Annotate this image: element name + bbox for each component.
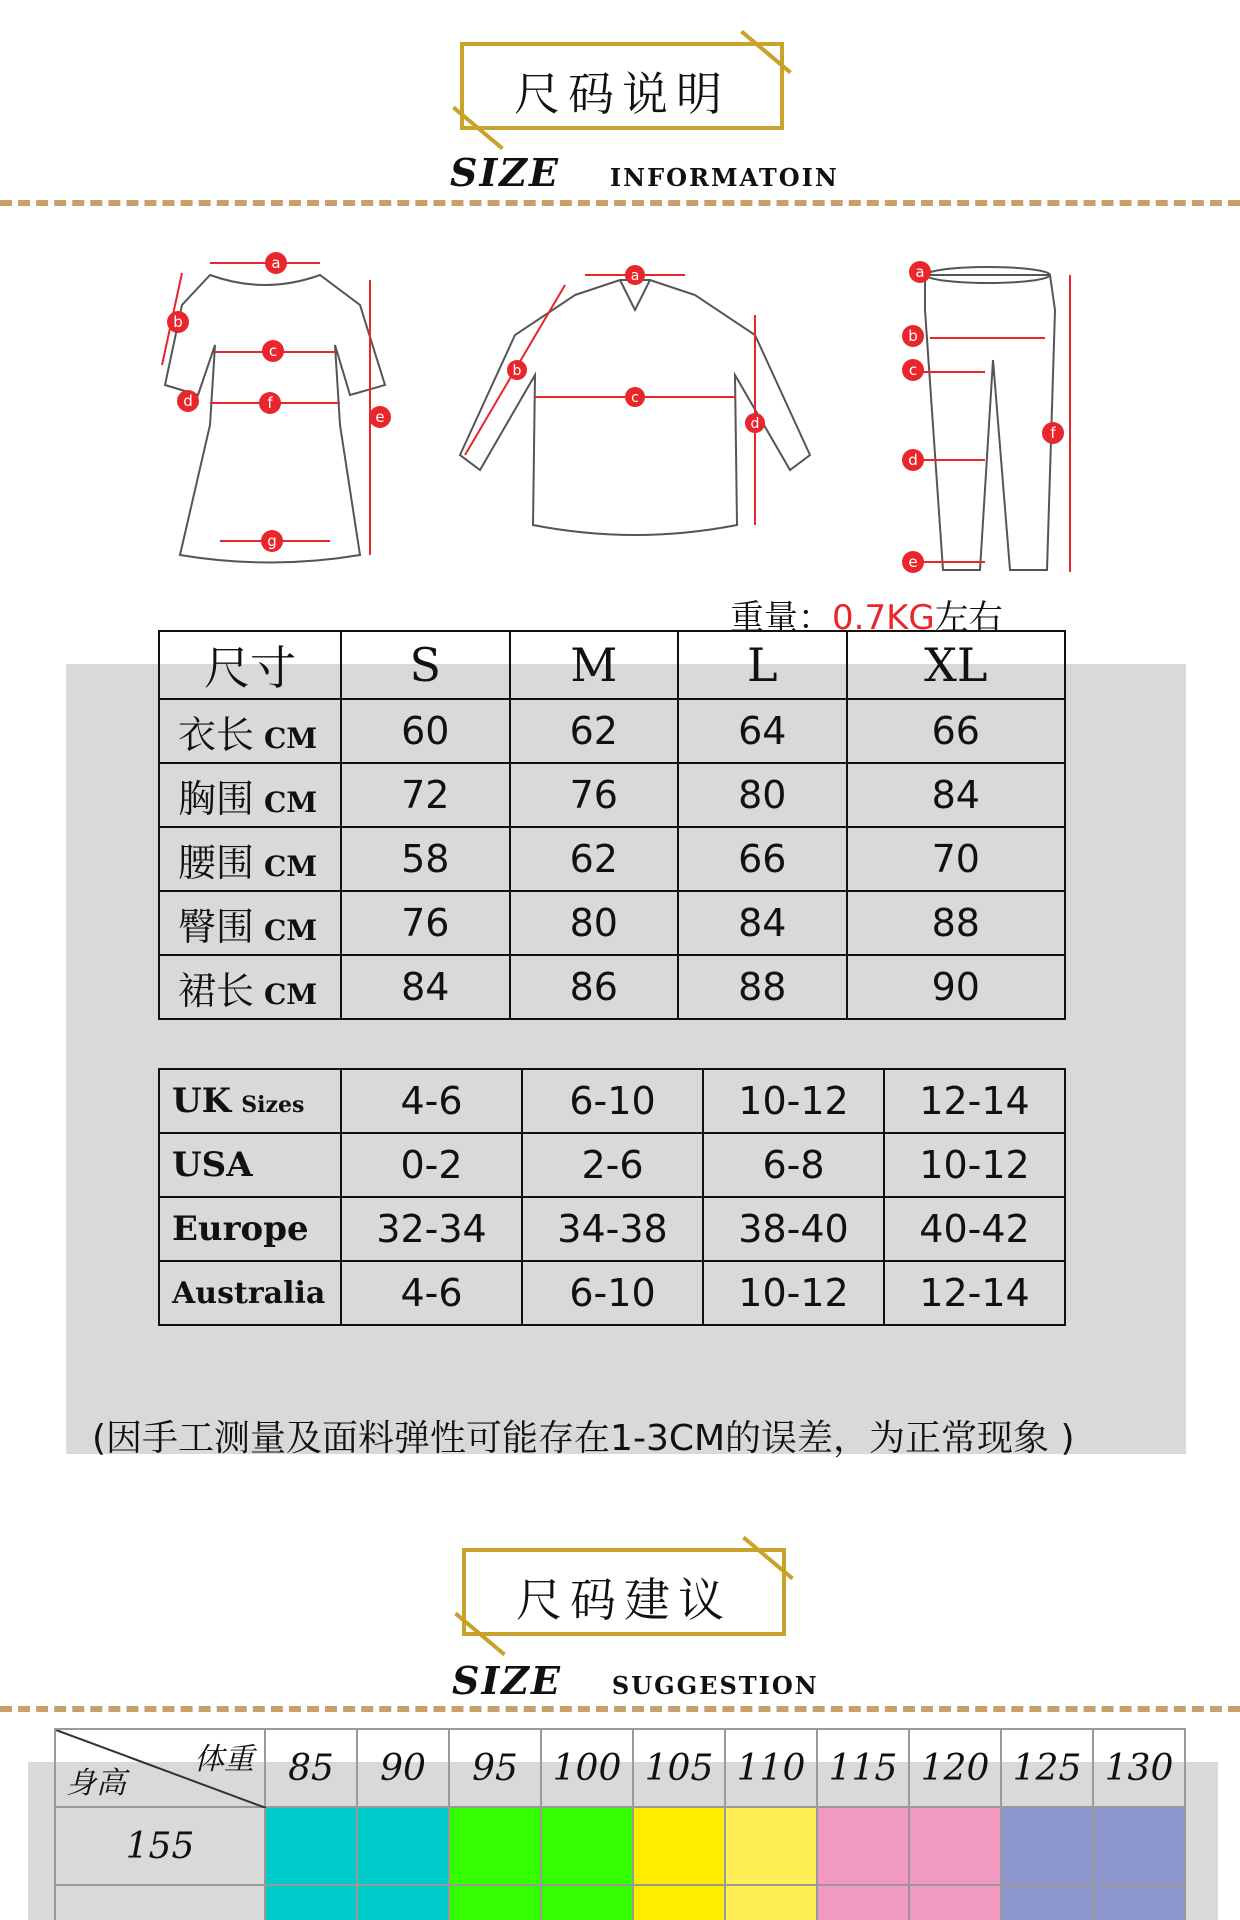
pants-diagram (885, 250, 1085, 580)
dress-label-d: d (183, 392, 193, 410)
suggestion-header-row (55, 1729, 1185, 1807)
table-cell: 12-14 (884, 1069, 1065, 1133)
table-cell: 6-10 (522, 1261, 703, 1325)
suggestion-color-cell (449, 1885, 541, 1920)
dress-label-g: g (267, 532, 277, 550)
weight-header-cell: 130 (1093, 1729, 1185, 1807)
weight-header-cell: 95 (449, 1729, 541, 1807)
divider (0, 200, 1240, 206)
table-cell: 10-12 (703, 1261, 884, 1325)
dress-label-b: b (173, 313, 183, 331)
shirt-label-b: b (512, 363, 522, 379)
table-cell: 6-8 (703, 1133, 884, 1197)
table-cell: 72 (341, 763, 510, 827)
table-cell: 38-40 (703, 1197, 884, 1261)
suggestion-color-cell (357, 1885, 449, 1920)
table-cell: 70 (847, 827, 1066, 891)
table-row (159, 763, 1065, 827)
table-cell: 0-2 (341, 1133, 522, 1197)
weight-suffix: 左右 (934, 598, 1003, 638)
weight-axis-label: 体重 (194, 1742, 254, 1777)
suggestion-color-cell (1093, 1885, 1185, 1920)
dress-label-a: a (271, 254, 281, 272)
table-cell: 10-12 (703, 1069, 884, 1133)
table-cell: 90 (847, 955, 1066, 1019)
suggestion-color-cell (449, 1807, 541, 1885)
table-cell: 76 (510, 763, 679, 827)
row-label: Europe (159, 1197, 341, 1261)
table-cell: 64 (678, 699, 847, 763)
suggestion-color-cell (909, 1807, 1001, 1885)
weight-header-cell: 125 (1001, 1729, 1093, 1807)
table-row (159, 1069, 1065, 1133)
weight-header-cell: 120 (909, 1729, 1001, 1807)
pants-label-f: f (1050, 424, 1056, 442)
weight-header-cell: 85 (265, 1729, 357, 1807)
table-cell: 4-6 (341, 1069, 522, 1133)
row-label: 裙长 CM (159, 955, 341, 1019)
size-suggestion-badge (462, 1548, 786, 1636)
row-label: USA (159, 1133, 341, 1197)
table-cell: 88 (847, 891, 1066, 955)
table-cell: 12-14 (884, 1261, 1065, 1325)
row-label: 臀围 CM (159, 891, 341, 955)
divider (0, 1706, 1240, 1712)
table-cell: 62 (510, 827, 679, 891)
table-row (159, 1133, 1065, 1197)
table-row (159, 827, 1065, 891)
size-header-cell: S (341, 631, 510, 699)
row-label: UK Sizes (159, 1069, 341, 1133)
size-info-badge (460, 42, 784, 130)
suggestion-color-cell (265, 1807, 357, 1885)
suggestion-color-cell (725, 1885, 817, 1920)
size-info-title: 尺码说明 (514, 67, 730, 121)
table-cell: 76 (341, 891, 510, 955)
table-row (159, 891, 1065, 955)
shirt-label-a: a (630, 268, 640, 284)
weight-header-cell: 110 (725, 1729, 817, 1807)
table-row (55, 1885, 1185, 1920)
size-table (158, 630, 1066, 1020)
shirt-label-d: d (750, 416, 760, 432)
table-cell: 84 (678, 891, 847, 955)
suggestion-color-cell (1093, 1807, 1185, 1885)
table-cell: 80 (510, 891, 679, 955)
table-cell: 88 (678, 955, 847, 1019)
shirt-diagram (455, 255, 815, 545)
table-cell: 40-42 (884, 1197, 1065, 1261)
row-label: 腰围 CM (159, 827, 341, 891)
table-cell: 4-6 (341, 1261, 522, 1325)
suggestion-color-cell (265, 1885, 357, 1920)
weight-label: 重量： (730, 598, 832, 638)
table-cell: 6-10 (522, 1069, 703, 1133)
table-cell: 66 (678, 827, 847, 891)
suggestion-color-cell (909, 1885, 1001, 1920)
size-suggestion-title: 尺码建议 (516, 1573, 732, 1627)
table-cell: 10-12 (884, 1133, 1065, 1197)
size-header-cell: XL (847, 631, 1066, 699)
row-label: Australia (159, 1261, 341, 1325)
suggestion-color-cell (1001, 1885, 1093, 1920)
pants-label-c: c (908, 361, 918, 379)
row-label: 衣长 CM (159, 699, 341, 763)
table-cell: 2-6 (522, 1133, 703, 1197)
dress-diagram (160, 245, 400, 575)
height-axis-label: 身高 (66, 1766, 126, 1801)
height-row-header: 155 (55, 1807, 265, 1885)
pants-label-b: b (908, 327, 918, 345)
suggestion-color-cell (817, 1807, 909, 1885)
table-cell: 62 (510, 699, 679, 763)
dress-label-c: c (268, 342, 278, 360)
pants-label-a: a (915, 263, 925, 281)
dress-label-f: f (267, 394, 273, 412)
table-row (159, 1261, 1065, 1325)
size-header-cell: L (678, 631, 847, 699)
table-row (159, 955, 1065, 1019)
dress-label-e: e (375, 408, 385, 426)
pants-label-e: e (908, 553, 918, 571)
row-label: 胸围 CM (159, 763, 341, 827)
suggestion-color-cell (633, 1885, 725, 1920)
suggestion-color-cell (633, 1807, 725, 1885)
suggestion-color-cell (817, 1885, 909, 1920)
conversion-table (158, 1068, 1066, 1326)
suggestion-color-cell (357, 1807, 449, 1885)
table-cell: 84 (847, 763, 1066, 827)
table-cell: 86 (510, 955, 679, 1019)
table-cell: 32-34 (341, 1197, 522, 1261)
shirt-label-c: c (631, 390, 639, 406)
weight-header-cell: 90 (357, 1729, 449, 1807)
table-cell: 58 (341, 827, 510, 891)
size-table-header (159, 631, 1065, 699)
suggestion-table (54, 1728, 1186, 1920)
corner-cell (55, 1729, 265, 1807)
size-header-cell: 尺寸 (159, 631, 341, 699)
weight-value: 0.7KG (832, 598, 935, 638)
table-row (159, 699, 1065, 763)
weight-header-cell: 100 (541, 1729, 633, 1807)
weight-header-cell: 105 (633, 1729, 725, 1807)
measurement-note: (因手工测量及面料弹性可能存在1-3CM的误差，为正常现象 ) (92, 1418, 1075, 1459)
size-info-subtitle: SIZE INFORMATOIN (450, 150, 839, 195)
suggestion-color-cell (541, 1885, 633, 1920)
table-cell: 66 (847, 699, 1066, 763)
table-cell: 84 (341, 955, 510, 1019)
weight-header-cell: 115 (817, 1729, 909, 1807)
suggestion-color-cell (1001, 1807, 1093, 1885)
table-cell: 60 (341, 699, 510, 763)
suggestion-color-cell (541, 1807, 633, 1885)
table-row (55, 1807, 1185, 1885)
size-header-cell: M (510, 631, 679, 699)
size-suggestion-subtitle: SIZE SUGGESTION (452, 1658, 819, 1703)
suggestion-color-cell (725, 1807, 817, 1885)
table-cell: 80 (678, 763, 847, 827)
height-row-header (55, 1885, 265, 1920)
table-cell: 34-38 (522, 1197, 703, 1261)
table-row (159, 1197, 1065, 1261)
pants-label-d: d (908, 451, 918, 469)
